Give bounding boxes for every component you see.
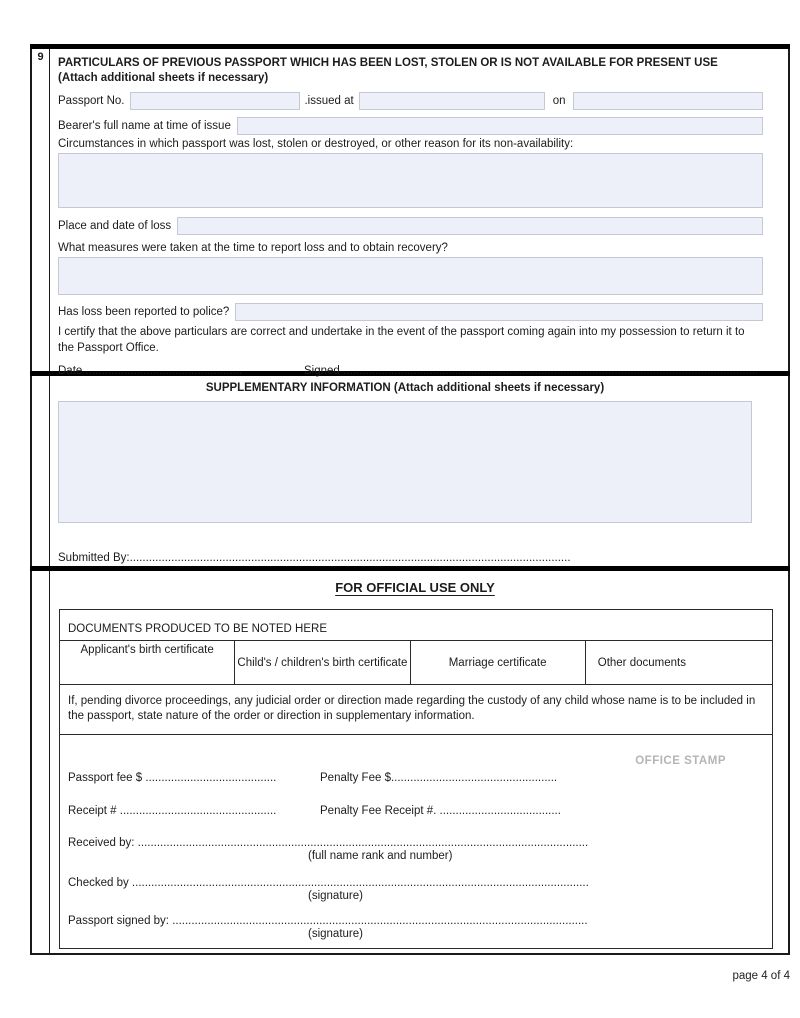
certify-statement: I certify that the above particulars are correct and undertake in the event of the passport coming again into my possession to return it to the Passport Office. [58, 326, 745, 354]
other-documents-cell[interactable] [585, 641, 772, 684]
passport-fee-line: Passport fee $ ......................................... [68, 771, 277, 784]
section-previous-passport [30, 49, 790, 378]
passport-no-label: Passport No. [58, 94, 125, 107]
children-birth-certificate-label: Child's / children's birth certificate [237, 656, 408, 669]
section-official-use [30, 571, 790, 955]
office-stamp-label: OFFICE STAMP [635, 754, 726, 767]
penalty-fee-line: Penalty Fee $.................................................... [320, 771, 558, 784]
received-by-line: Received by: ............................................................................................................................................. [68, 836, 589, 849]
police-report-row [58, 303, 763, 321]
section-official-content [50, 571, 788, 953]
official-use-title: FOR OFFICIAL USE ONLY [335, 580, 495, 595]
applicant-birth-certificate-label: Applicant's birth certificate [80, 644, 214, 656]
section-number: 9 [37, 51, 44, 63]
submitted-by-line: Submitted By:.......................................................................................................................................... [58, 552, 571, 564]
checked-by-line: Checked by ............................................................................................................................................... [68, 876, 589, 889]
fee-row-2 [68, 805, 762, 817]
fee-row-1 [68, 772, 762, 784]
penalty-fee-receipt-line: Penalty Fee Receipt #. ...................................... [320, 804, 561, 817]
place-date-of-loss-row [58, 217, 763, 235]
on-label: on [552, 94, 566, 107]
signature-note-2: (signature) [308, 927, 363, 940]
measures-label: What measures were taken at the time to report loss and to obtain recovery? [58, 242, 448, 255]
issued-at-input[interactable] [359, 92, 545, 110]
signed-line: Signed .................................................................................................................................. [304, 365, 759, 378]
supplementary-gutter [32, 376, 50, 566]
page-number: page 4 of 4 [732, 970, 790, 982]
place-date-of-loss-label: Place and date of loss [58, 219, 172, 232]
marriage-certificate-label: Marriage certificate [448, 656, 547, 669]
issued-at-label: .issued at [304, 94, 354, 107]
official-gutter [32, 571, 50, 953]
full-name-rank-note: (full name rank and number) [308, 849, 453, 862]
documents-columns-row [60, 641, 772, 685]
circumstances-textarea[interactable] [58, 153, 763, 208]
passport-form-page [30, 44, 790, 955]
passport-no-input[interactable] [130, 92, 300, 110]
divorce-proceedings-note: If, pending divorce proceedings, any judicial order or direction made regarding the custody of any child whose name is to be included in the passport, state nature of the order or direction in supplementary information. [60, 685, 772, 735]
other-documents-label: Other documents [597, 656, 686, 669]
place-date-of-loss-input[interactable] [177, 217, 763, 235]
documents-produced-header: DOCUMENTS PRODUCED TO BE NOTED HERE [60, 610, 772, 641]
receipt-line: Receipt # ................................................. [68, 804, 277, 817]
applicant-birth-certificate-cell[interactable] [60, 641, 234, 684]
official-use-box [59, 609, 773, 949]
fees-area [60, 735, 772, 948]
supplementary-title: SUPPLEMENTARY INFORMATION (Attach additional sheets if necessary) [205, 382, 605, 394]
section-previous-passport-content [50, 49, 799, 378]
section-title: PARTICULARS OF PREVIOUS PASSPORT WHICH HAS BEEN LOST, STOLEN OR IS NOT AVAILABLE FOR PRESENT USE (Attach additional sheets if necessary) [58, 57, 718, 84]
passport-signed-by-line: Passport signed by: .................................................................................................................................. [68, 914, 588, 927]
police-report-input[interactable] [235, 303, 763, 321]
issued-on-date-input[interactable] [573, 92, 763, 110]
supplementary-textarea[interactable] [58, 401, 752, 523]
section-number-cell [32, 49, 50, 371]
circumstances-label: Circumstances in which passport was lost, stolen or destroyed, or other reason for its non-availability: [58, 138, 574, 151]
bearer-name-row [58, 117, 763, 135]
bearer-name-input[interactable] [237, 117, 763, 135]
police-report-label: Has loss been reported to police? [58, 305, 230, 318]
date-line: Date ................................................. [58, 365, 243, 378]
passport-no-row [58, 92, 763, 110]
section-supplementary [30, 376, 790, 566]
children-birth-certificate-cell[interactable] [234, 641, 409, 684]
bearer-name-label: Bearer's full name at time of issue [58, 119, 231, 132]
section-supplementary-content [50, 376, 788, 566]
signature-note-1: (signature) [308, 889, 363, 902]
measures-textarea[interactable] [58, 257, 763, 295]
marriage-certificate-cell[interactable] [410, 641, 585, 684]
